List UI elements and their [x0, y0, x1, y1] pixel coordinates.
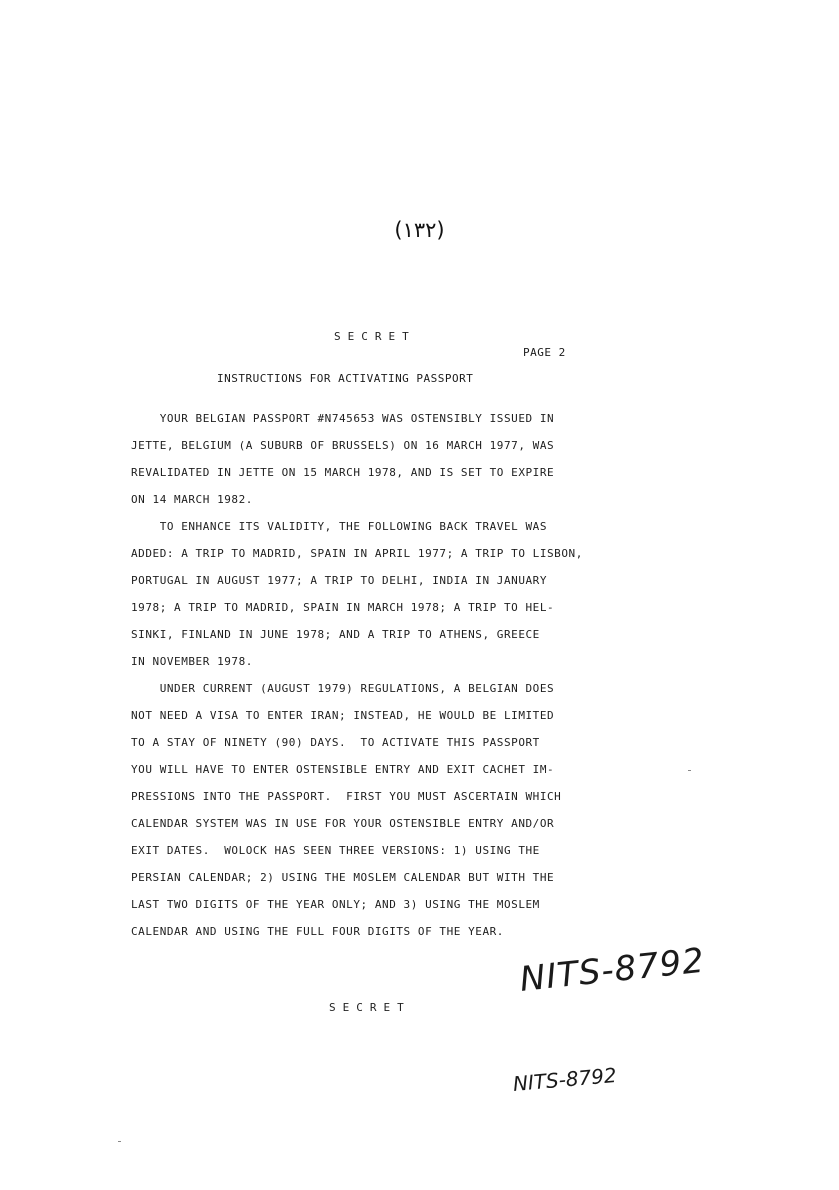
body-line: REVALIDATED IN JETTE ON 15 MARCH 1978, AND IS SET TO EXPIRE — [131, 466, 555, 479]
body-line: CALENDAR SYSTEM WAS IN USE FOR YOUR OSTENSIBLE ENTRY AND/OR — [131, 817, 555, 830]
body-line: JETTE, BELGIUM (A SUBURB OF BRUSSELS) ON 16 MARCH 1977, WAS — [131, 439, 555, 452]
body-line: CALENDAR AND USING THE FULL FOUR DIGITS OF THE YEAR. — [131, 925, 504, 938]
body-line: IN NOVEMBER 1978. — [131, 655, 253, 668]
body-line: ADDED: A TRIP TO MADRID, SPAIN IN APRIL 1977; A TRIP TO LISBON, — [131, 547, 583, 560]
body-line: EXIT DATES. WOLOCK HAS SEEN THREE VERSIONS: 1) USING THE — [131, 844, 540, 857]
handwritten-reference-small: NITS-8792 — [511, 1062, 618, 1096]
body-line: LAST TWO DIGITS OF THE YEAR ONLY; AND 3) USING THE MOSLEM — [131, 898, 540, 911]
page-number: PAGE 2 — [523, 346, 566, 359]
body-line: YOU WILL HAVE TO ENTER OSTENSIBLE ENTRY AND EXIT CACHET IM- — [131, 763, 555, 776]
body-line: NOT NEED A VISA TO ENTER IRAN; INSTEAD, HE WOULD BE LIMITED — [131, 709, 555, 722]
body-line: SINKI, FINLAND IN JUNE 1978; AND A TRIP TO ATHENS, GREECE — [131, 628, 540, 641]
scan-speck — [118, 1141, 121, 1142]
body-line: PRESSIONS INTO THE PASSPORT. FIRST YOU MUST ASCERTAIN WHICH — [131, 790, 562, 803]
body-line: TO ENHANCE ITS VALIDITY, THE FOLLOWING BACK TRAVEL WAS — [131, 520, 548, 533]
body-line: YOUR BELGIAN PASSPORT #N745653 WAS OSTENSIBLY ISSUED IN — [131, 412, 555, 425]
body-line: PORTUGAL IN AUGUST 1977; A TRIP TO DELHI, INDIA IN JANUARY — [131, 574, 548, 587]
scan-speck — [688, 770, 691, 771]
page-marker: (١٣٢) — [394, 218, 445, 242]
body-line: 1978; A TRIP TO MADRID, SPAIN IN MARCH 1978; A TRIP TO HEL- — [131, 601, 555, 614]
classification-top: SECRET — [334, 330, 416, 343]
body-line: PERSIAN CALENDAR; 2) USING THE MOSLEM CALENDAR BUT WITH THE — [131, 871, 555, 884]
handwritten-reference-large: NITS-8792 — [517, 940, 707, 1000]
body-line: ON 14 MARCH 1982. — [131, 493, 253, 506]
body-line: UNDER CURRENT (AUGUST 1979) REGULATIONS, A BELGIAN DOES — [131, 682, 555, 695]
classification-bottom: SECRET — [329, 1001, 411, 1014]
document-heading: INSTRUCTIONS FOR ACTIVATING PASSPORT — [217, 372, 474, 385]
body-line: TO A STAY OF NINETY (90) DAYS. TO ACTIVATE THIS PASSPORT — [131, 736, 540, 749]
